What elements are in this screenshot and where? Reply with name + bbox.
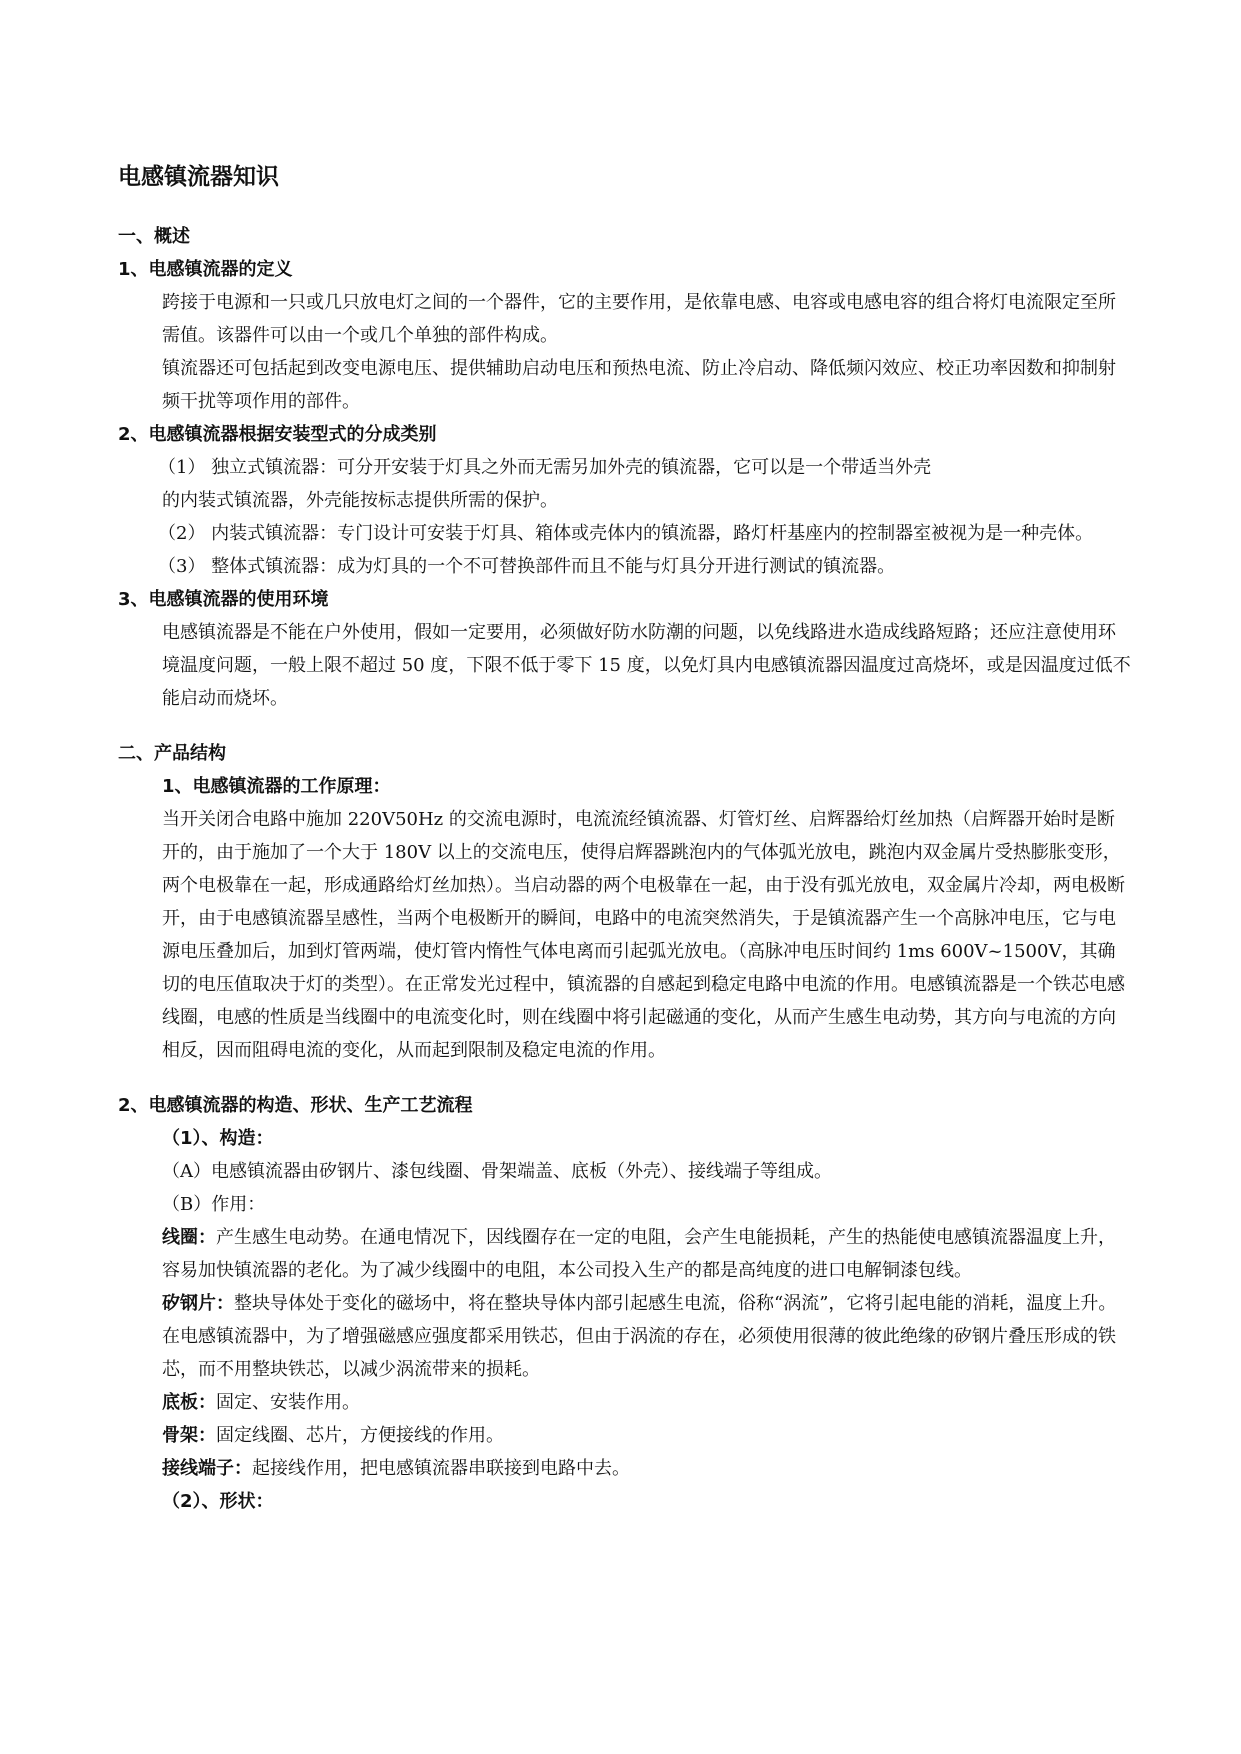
sub-heading-construction: （1）、构造：	[162, 1128, 274, 1149]
section-heading-overview: 一、概述	[118, 226, 190, 247]
component-base	[162, 1386, 1131, 1419]
subsection-heading-principle: 1、电感镇流器的工作原理：	[162, 776, 391, 797]
term-text: 固定线圈、芯片，方便接线的作用。	[216, 1425, 504, 1446]
term-label: 底板：	[162, 1392, 216, 1413]
section-heading-structure: 二、产品结构	[118, 743, 226, 764]
subsection-heading-environment: 3、电感镇流器的使用环境	[118, 589, 329, 610]
term-label: 接线端子：	[162, 1458, 252, 1479]
sub-heading-shape: （2）、形状：	[162, 1491, 274, 1512]
page-title: 电感镇流器知识	[118, 164, 279, 190]
component-steel	[162, 1287, 1131, 1386]
term-label: 矽钢片：	[162, 1293, 234, 1314]
component-terminal	[162, 1452, 1131, 1485]
paragraph: 当开关闭合电路中施加 220V50Hz 的交流电源时，电流流经镇流器、灯管灯丝、启辉器给灯丝加热（启辉器开始时是断开的，由于施加了一个大于 180V 以上的交流电压，使得启辉器跳泡内的气体弧光放电，跳泡内双金属片受热膨胀变形，两个电极靠在一起，形成通路给灯丝加热）。当启动器的两个电极靠在一起，由于没有弧光放电，双金属片冷却，两电极断开，由于电感镇流器呈感性，当两个电极断开的瞬间，电路中的电流突然消失，于是镇流器产生一个高脉冲电压，它与电源电压叠加后，加到灯管两端，使灯管内惰性气体电离而引起弧光放电。（高脉冲电压时间约 1ms 600V~1500V，其确切的电压值取决于灯的类型）。在正常发光过程中，镇流器的自感起到稳定电路中电流的作用。电感镇流器是一个铁芯电感线圈，电感的性质是当线圈中的电流变化时，则在线圈中将引起磁通的变化，从而产生感生电动势，其方向与电流的方向相反，因而阻碍电流的变化，从而起到限制及稳定电流的作用。	[162, 809, 1125, 1061]
paragraph: 镇流器还可包括起到改变电源电压、提供辅助启动电压和预热电流、防止冷启动、降低频闪效应、校正功率因数和抑制射频干扰等项作用的部件。	[162, 358, 1116, 412]
component-coil	[162, 1221, 1131, 1287]
paragraph: 跨接于电源和一只或几只放电灯之间的一个器件，它的主要作用，是依靠电感、电容或电感电容的组合将灯电流限定至所需值。该器件可以由一个或几个单独的部件构成。	[162, 292, 1116, 346]
component-frame	[162, 1419, 1131, 1452]
term-text: 起接线作用，把电感镇流器串联接到电路中去。	[252, 1458, 630, 1479]
list-item: （3） 整体式镇流器：成为灯具的一个不可替换部件而且不能与灯具分开进行测试的镇流器。	[158, 556, 896, 577]
subsection-heading-construction: 2、电感镇流器的构造、形状、生产工艺流程	[118, 1095, 473, 1116]
list-item: （2） 内装式镇流器：专门设计可安装于灯具、箱体或壳体内的镇流器，路灯杆基座内的控制器室被视为是一种壳体。	[158, 523, 1094, 544]
paragraph: 电感镇流器是不能在户外使用，假如一定要用，必须做好防水防潮的问题，以免线路进水造成线路短路；还应注意使用环境温度问题，一般上限不超过 50 度，下限不低于零下 15 度，以免灯具内电感镇流器因温度过高烧坏，或是因温度过低不能启动而烧坏。	[162, 622, 1131, 709]
definition-body	[118, 286, 1131, 418]
list-item-continuation: 的内装式镇流器，外壳能按标志提供所需的保护。	[162, 490, 558, 511]
subsection-heading-definition: 1、电感镇流器的定义	[118, 259, 293, 280]
term-label: 骨架：	[162, 1425, 216, 1446]
list-item: （1） 独立式镇流器：可分开安装于灯具之外而无需另加外壳的镇流器，它可以是一个带适当外壳	[158, 457, 932, 478]
subsection-heading-types: 2、电感镇流器根据安装型式的分成类别	[118, 424, 437, 445]
types-body	[118, 451, 1131, 583]
term-label: 线圈：	[162, 1227, 216, 1248]
term-text: 产生感生电动势。在通电情况下，因线圈存在一定的电阻，会产生电能损耗，产生的热能使电感镇流器温度上升，容易加快镇流器的老化。为了减少线圈中的电阻，本公司投入生产的都是高纯度的进口电解铜漆包线。	[162, 1227, 1116, 1281]
term-text: 整块导体处于变化的磁场中，将在整块导体内部引起感生电流，俗称“涡流”，它将引起电能的消耗，温度上升。在电感镇流器中，为了增强磁感应强度都采用铁芯，但由于涡流的存在，必须使用很薄的彼此绝缘的矽钢片叠压形成的铁芯，而不用整块铁芯，以减少涡流带来的损耗。	[162, 1293, 1117, 1380]
term-text: 固定、安装作用。	[216, 1392, 360, 1413]
paragraph: （B）作用：	[162, 1194, 266, 1215]
construction-body	[118, 1155, 1131, 1485]
paragraph: （A）电感镇流器由矽钢片、漆包线圈、骨架端盖、底板（外壳）、接线端子等组成。	[162, 1161, 832, 1182]
principle-body	[118, 803, 1131, 1067]
environment-body	[118, 616, 1131, 715]
